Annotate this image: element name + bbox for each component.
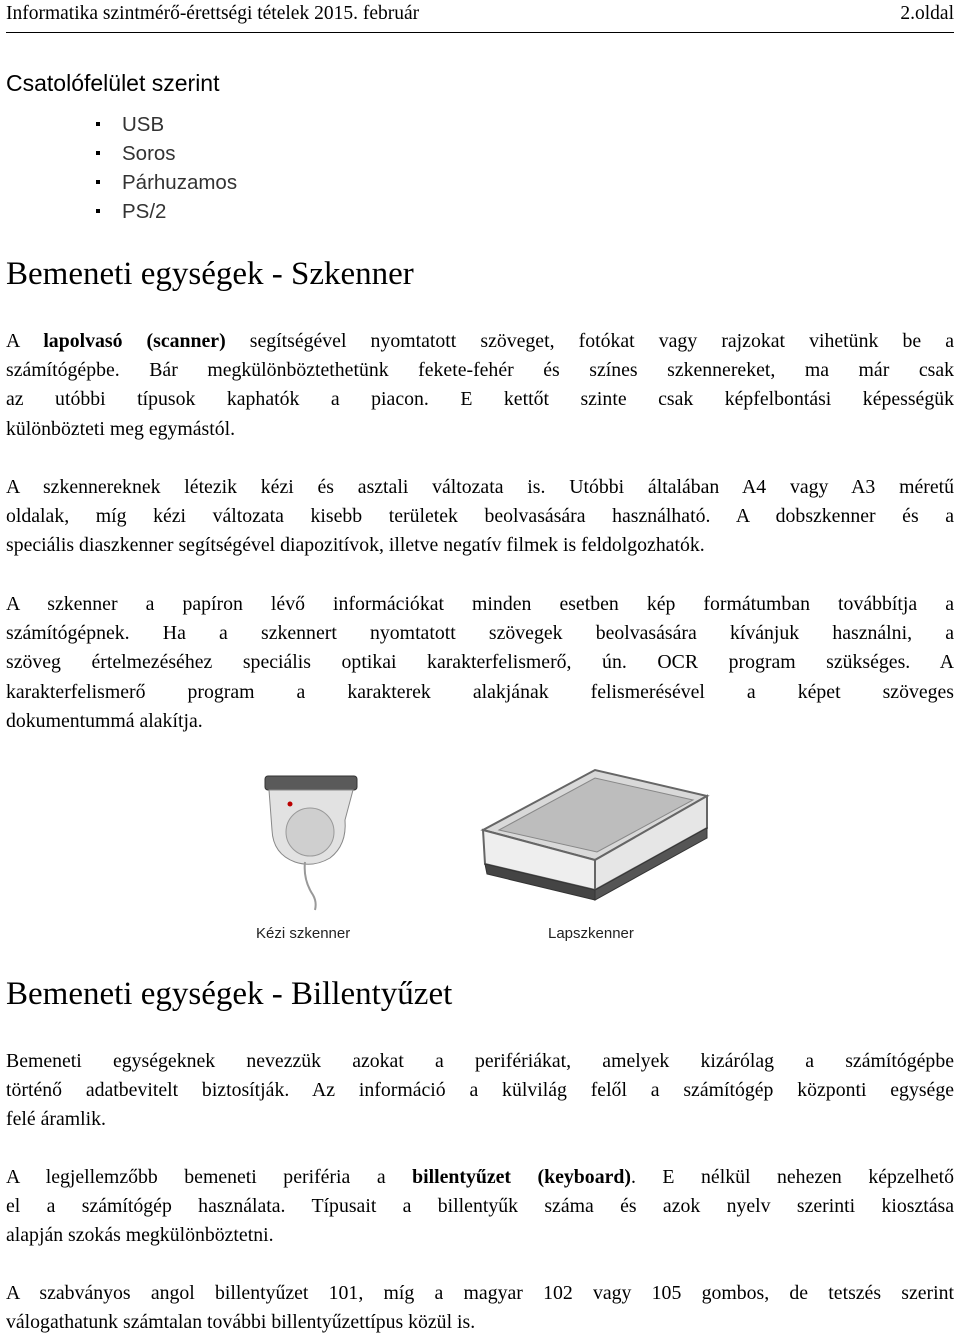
interface-heading: Csatolófelület szerint (6, 70, 220, 96)
scanner-heading: Bemeneti egységek - Szkenner (6, 256, 414, 292)
keyboard-heading: Bemeneti egységek - Billentyűzet (6, 976, 453, 1012)
page-number: 2.oldal (900, 3, 954, 24)
bullet-icon (96, 209, 100, 213)
keyboard-paragraph-1: Bemeneti egységeknek nevezzük azokat a perifériákat, amelyek kizárólag a számítógépbe történő adatbevitelt biztosítják. Az információ a külvilág felől a számítógép központi egysége felé áramlik. (6, 1050, 954, 1131)
bullet-icon (96, 151, 100, 155)
flatbed-scanner-caption: Lapszkenner (548, 925, 634, 942)
hand-scanner-image (255, 770, 365, 915)
list-item: PS/2 (92, 197, 237, 226)
list-item: Párhuzamos (92, 168, 237, 197)
page-header (6, 2, 954, 33)
hand-scanner-caption: Kézi szkenner (256, 925, 351, 942)
keyboard-paragraph-3: A szabványos angol billentyűzet 101, míg a magyar 102 vagy 105 gombos, de tetszés szerint válogathatunk számtalan további billentyűzettípus közül is. (6, 1282, 954, 1334)
bullet-icon (96, 122, 100, 126)
flatbed-scanner-image (475, 768, 715, 918)
bullet-icon (96, 180, 100, 184)
keyboard-paragraph-2: A legjellemzőbb bemeneti periféria a billentyűzet (keyboard). E nélkül nehezen képzelhető el a számítógép használata. Típusait a billentyűk száma és azok nyelv szerinti kiosztása alapján szokás megkülönböztetni. (6, 1166, 954, 1247)
header-title: Informatika szintmérő-érettségi tételek 2015. február (6, 3, 420, 24)
list-item: USB (92, 110, 237, 139)
scanner-paragraph-1: A lapolvasó (scanner) segítségével nyomtatott szöveget, fotókat vagy rajzokat vihetünk be a számítógépbe. Bár megkülönböztethetünk fekete-fehér és színes szkennereket, ma már csak az utóbbi típusok kaphatók a piacon. E kettőt szinte csak képfelbontási képességük különbözteti meg egymástól. (6, 330, 955, 440)
list-item: Soros (92, 139, 237, 168)
interface-list (92, 110, 237, 226)
scanner-paragraph-2: A szkennereknek létezik kézi és asztali változata is. Utóbbi általában A4 vagy A3 méretű oldalak, míg kézi változata kisebb területek beolvasására használható. A dobszkenner és a speciális diaszkenner segítségével diapozitívok, illetve negatív filmek is feldolgozhatók. (6, 476, 954, 557)
scanner-paragraph-3: A szkenner a papíron lévő információkat minden esetben kép formátumban továbbítja a számítógépnek. Ha a szkennert nyomtatott szövegek beolvasására kívánjuk használni, a szöveg értelmezéséhez speciális optikai karakterfelismerő, ún. OCR program szükséges. A karakterfelismerő program a karakterek alakjának felismerésével a képet szöveges dokumentummá alakítja. (6, 593, 954, 732)
